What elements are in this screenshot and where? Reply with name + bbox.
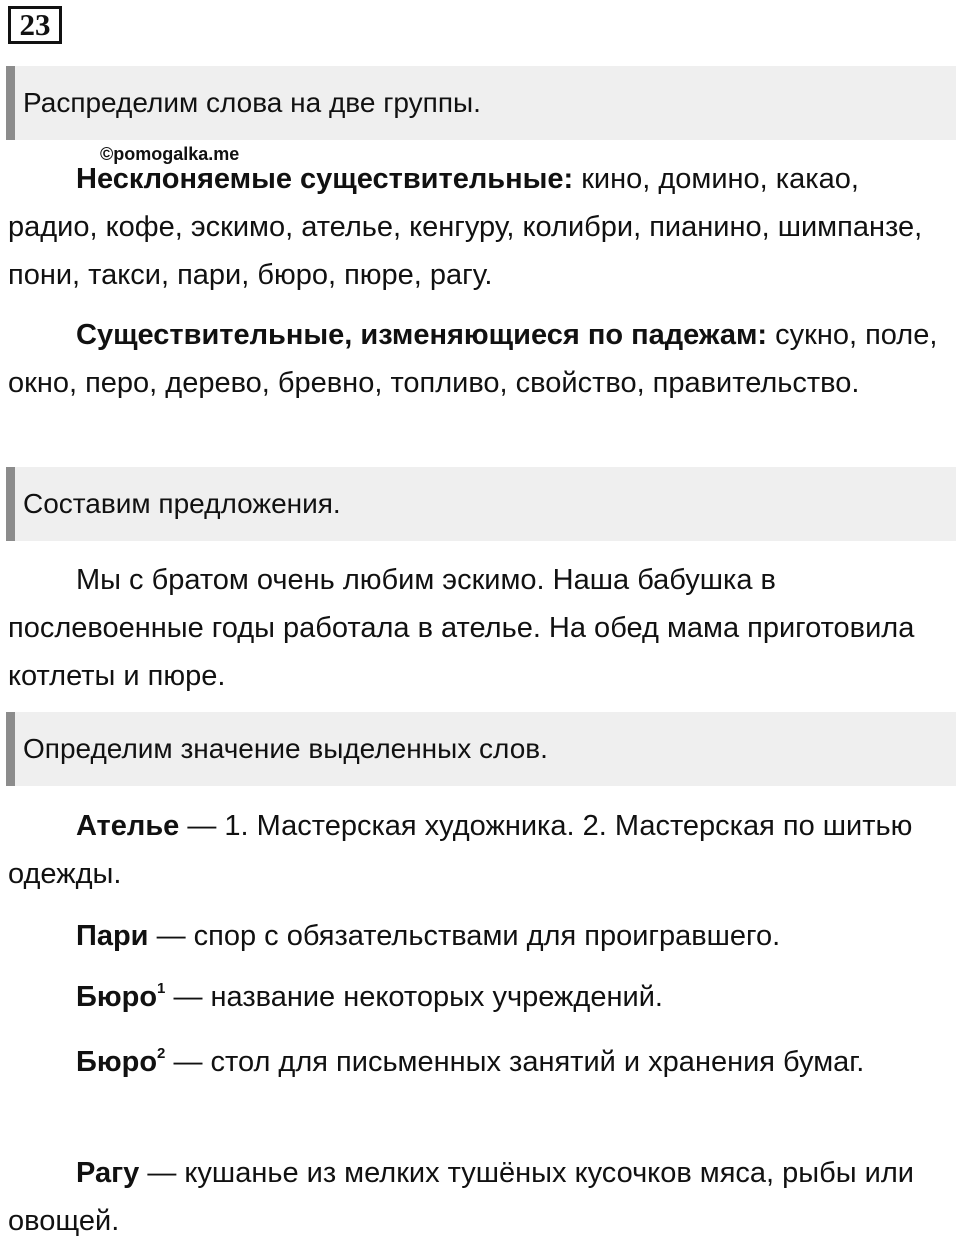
definition-text: — стол для письменных занятий и хранения бумаг. [165, 1046, 865, 1078]
definition-term: Рагу [76, 1157, 140, 1189]
definition-item [8, 912, 948, 960]
paragraph-sentences [8, 556, 948, 700]
section-heading-definitions: Определим значение выделенных слов. [6, 712, 956, 786]
definition-item [8, 1038, 948, 1086]
definition-item [8, 1149, 948, 1245]
watermark: ©pomogalka.me [100, 144, 240, 164]
definition-term: Пари [76, 920, 149, 952]
definition-item [8, 973, 948, 1021]
definition-term: Бюро [76, 981, 158, 1013]
definition-text: — 1. Мастерская художника. 2. Мастерская по шитью одежды. [8, 810, 913, 890]
section-heading-sentences: Составим предложения. [6, 467, 956, 541]
paragraph-declinable [8, 311, 948, 407]
group2-words: сукно, поле, окно, перо, дерево, бревно, топливо, свойство, правительство. [8, 319, 938, 399]
definition-term: Бюро [76, 1046, 158, 1078]
definition-term: Ателье [76, 810, 180, 842]
paragraph-indeclinable [8, 155, 948, 299]
definition-item [8, 802, 948, 898]
exercise-number: 23 [8, 6, 62, 44]
group1-label: Несклоняемые существительные: [76, 163, 574, 195]
definition-superscript: 1 [157, 980, 166, 997]
definition-text: — спор с обязательствами для проигравшего. [148, 920, 781, 952]
group2-label: Существительные, изменяющиеся по падежам: [76, 319, 768, 351]
definition-text: — кушанье из мелких тушёных кусочков мяса, рыбы или овощей. [8, 1157, 914, 1237]
sentences-text: Мы с братом очень любим эскимо. Наша бабушка в послевоенные годы работала в ателье. На обед мама приготовила котлеты и пюре. [8, 564, 915, 692]
group1-words: кино, домино, какао, радио, кофе, эскимо, ателье, кенгуру, колибри, пианино, шимпанзе, пони, такси, пари, бюро, пюре, рагу. [8, 163, 923, 291]
definition-superscript: 2 [157, 1045, 166, 1062]
section-heading-groups: Распределим слова на две группы. [6, 66, 956, 140]
definition-text: — название некоторых учреждений. [165, 981, 663, 1013]
